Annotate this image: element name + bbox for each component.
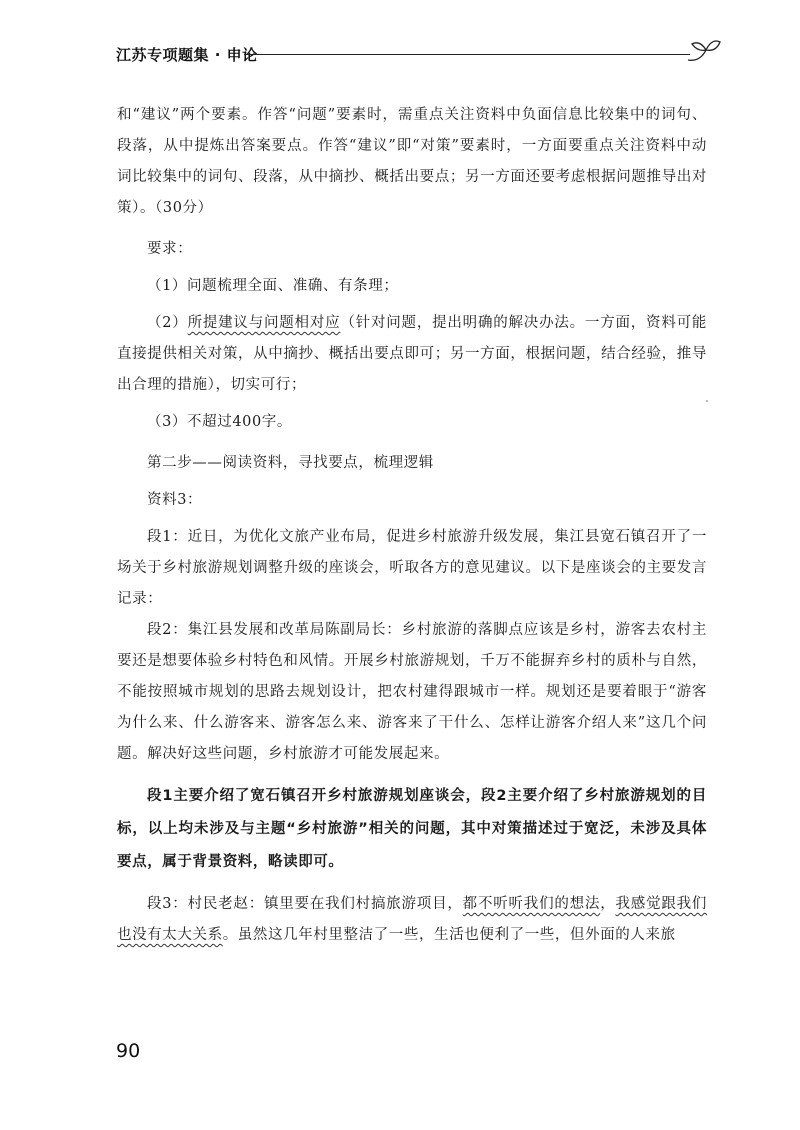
- sprout-icon: [686, 38, 722, 68]
- requirements-title: 要求：: [147, 241, 193, 257]
- requirement-2-underlined: 所提建议与问题相对应: [187, 315, 341, 331]
- segment-3-mid: ，: [600, 896, 616, 912]
- requirement-2: [117, 308, 707, 401]
- segment-3-underline-1: 都不听听我们的想法: [462, 896, 601, 912]
- segment-3-underline-2: 我感觉跟我们也没有太大关系: [117, 896, 708, 943]
- scan-speck: [706, 400, 708, 402]
- analysis-note: 段1主要介绍了宽石镇召开乡村旅游规划座谈会，段2主要介绍了乡村旅游规划的目标，以上均未涉及与主题“乡村旅游”相关的问题，其中对策描述过于宽泛，未涉及具体要点，属于背景资料，略读即可。: [117, 788, 707, 870]
- segment-3-rest: 。虽然这几年村里整洁了一些，生活也便利了一些，但外面的人来旅: [222, 927, 676, 943]
- requirement-3: （3）不超过400字。: [147, 414, 293, 430]
- segment-2: 段2：集江县发展和改革局陈副局长：乡村旅游的落脚点应该是乡村，游客去农村主要还是想要体验乡村特色和风情。开展乡村旅游规划，千万不能摒弃乡村的质朴与自然，不能按照城市规划的思路去规划设计，把农村建得跟城市一样。规划还是要着眼于“游客为什么来、什么游客来、游客怎么来、游客来了干什么、怎样让游客介绍人来”这几个问题。解决好这些问题，乡村旅游才可能发展起来。: [117, 622, 707, 762]
- page-body: [117, 100, 707, 951]
- segment-3-prefix: 段3：村民老赵：镇里要在我们村搞旅游项目，: [147, 896, 463, 912]
- requirement-2-rest: （针对问题，提出明确的解决办法。一方面，资料可能直接提供相关对策，从中摘抄、概括出要点即可；另一方面，根据问题，结合经验，推导出合理的措施），切实可行；: [117, 315, 707, 393]
- step-2-heading: 第二步——阅读资料，寻找要点，梳理逻辑: [147, 455, 434, 471]
- material-label: 资料3：: [147, 492, 203, 508]
- header-rule: [244, 54, 690, 55]
- segment-1: 段1：近日，为优化文旅产业布局，促进乡村旅游升级发展，集江县宽石镇召开了一场关于乡村旅游规划调整升级的座谈会，听取各方的意见建议。以下是座谈会的主要发言记录：: [117, 529, 707, 607]
- intro-paragraph: 和“建议”两个要素。作答“问题”要素时，需重点关注资料中负面信息比较集中的词句、段落，从中提炼出答案要点。作答“建议”即“对策”要素时，一方面要重点关注资料中动词比较集中的词句、段落，从中摘抄、概括出要点；另一方面还要考虑根据问题推导出对策）。（30分）: [117, 107, 707, 216]
- header-title: 江苏专项题集 · 申论: [116, 46, 258, 64]
- segment-3: [117, 889, 707, 951]
- page-header: [116, 38, 722, 68]
- requirement-1: （1）问题梳理全面、准确、有条理；: [147, 278, 399, 294]
- requirement-2-prefix: （2）: [147, 315, 188, 331]
- page-number: 90: [116, 1040, 141, 1062]
